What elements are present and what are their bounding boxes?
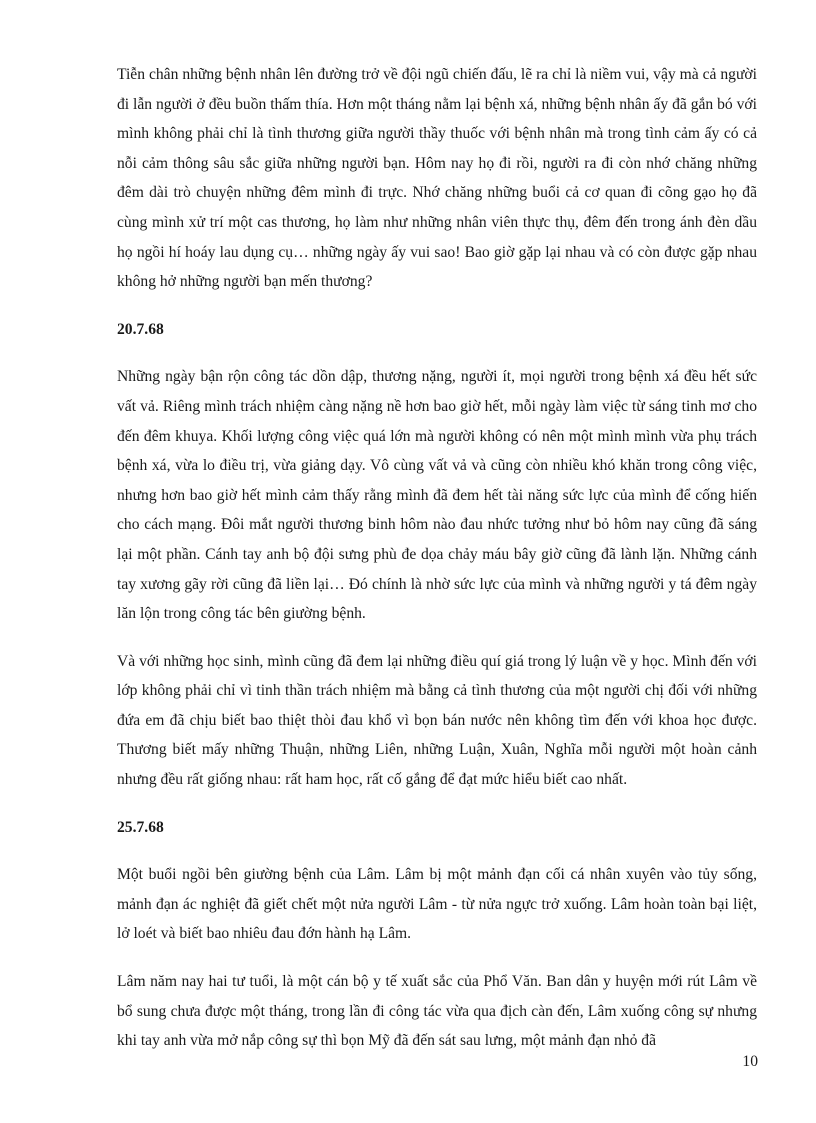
diary-date-heading: 20.7.68 — [117, 320, 164, 338]
document-page — [117, 60, 757, 1074]
paragraph-students: Và với những học sinh, mình cũng đã đem lại những điều quí giá trong lý luận về y học. Mình đến với lớp không phải chỉ vì tinh thần trách nhiệm mà bằng cả tình thương của một người chị đối với những đứa em đã chịu biết bao thiệt thòi đau khổ vì bọn bán nước nên không tìm đến với khoa học được. Thương biết mấy những Thuận, những Liên, những Luận, Xuân, Nghĩa mỗi người một hoàn cảnh nhưng đều rất giống nhau: rất ham học, rất cố gắng để đạt mức hiểu biết cao nhất. — [117, 652, 757, 789]
diary-date-heading: 25.7.68 — [117, 818, 164, 836]
paragraph-farewell: Tiễn chân những bệnh nhân lên đường trở về đội ngũ chiến đấu, lẽ ra chỉ là niềm vui, vậy mà cả người đi lẫn người ở đều buồn thấm thía. Hơn một tháng nằm lại bệnh xá, những bệnh nhân ấy đã gắn bó với mình không phải chỉ là tình thương giữa người thầy thuốc với bệnh nhân mà trong tình cảm ấy có cả nỗi cảm thông sâu sắc giữa những người bạn. Hôm nay họ đi rồi, người ra đi còn nhớ chăng những đêm dài trò chuyện những đêm mình đi trực. Nhớ chăng những buổi cả cơ quan đi cõng gạo họ đã cùng mình xử trí một cas thương, họ làm như những nhân viên thực thụ, đêm đến trong ánh đèn dầu họ ngồi hí hoáy lau dụng cụ… những ngày ấy vui sao! Bao giờ gặp lại nhau và có còn được gặp nhau không hở những người bạn mến thương? — [117, 66, 757, 291]
paragraph-lam-bedside: Một buổi ngồi bên giường bệnh của Lâm. Lâm bị một mảnh đạn cối cá nhân xuyên vào tủy sống, mảnh đạn ác nghiệt đã giết chết một nửa người Lâm - từ nửa ngực trở xuống. Lâm hoàn toàn bại liệt, lở loét và biết bao nhiêu đau đớn hành hạ Lâm. — [117, 866, 757, 943]
paragraph-busy-days: Những ngày bận rộn công tác dồn dập, thương nặng, người ít, mọi người trong bệnh xá đều hết sức vất vả. Riêng mình trách nhiệm càng nặng nề hơn bao giờ hết, mỗi ngày làm việc từ sáng tinh mơ cho đến đêm khuya. Khối lượng công việc quá lớn mà người không có nên một mình mình vừa phụ trách bệnh xá, vừa lo điều trị, vừa giảng dạy. Vô cùng vất vả và cũng còn nhiều khó khăn trong công việc, nhưng hơn bao giờ hết mình cảm thấy rằng mình đã đem hết tài năng sức lực của mình để cống hiến cho cách mạng. Đôi mắt người thương binh hôm nào đau nhức tưởng như bỏ hôm nay cũng đã sáng lại một phần. Cánh tay anh bộ đội sưng phù đe dọa chảy máu bây giờ cũng đã lành lặn. Những cánh tay xương gãy rời cũng đã liền lại… Đó chính là nhờ sức lực của mình và những người y tá đêm ngày lăn lộn trong công tác bên giường bệnh. — [117, 368, 757, 623]
paragraph-lam-background: Lâm năm nay hai tư tuổi, là một cán bộ y tế xuất sắc của Phổ Văn. Ban dân y huyện mới rút Lâm về bổ sung chưa được một tháng, trong lần đi công tác vừa qua địch càn đến, Lâm xuống công sự nhưng khi tay anh vừa mở nắp công sự thì bọn Mỹ đã đến sát sau lưng, một mảnh đạn nhỏ đã — [117, 973, 757, 1050]
page-number: 10 — [742, 1053, 758, 1070]
